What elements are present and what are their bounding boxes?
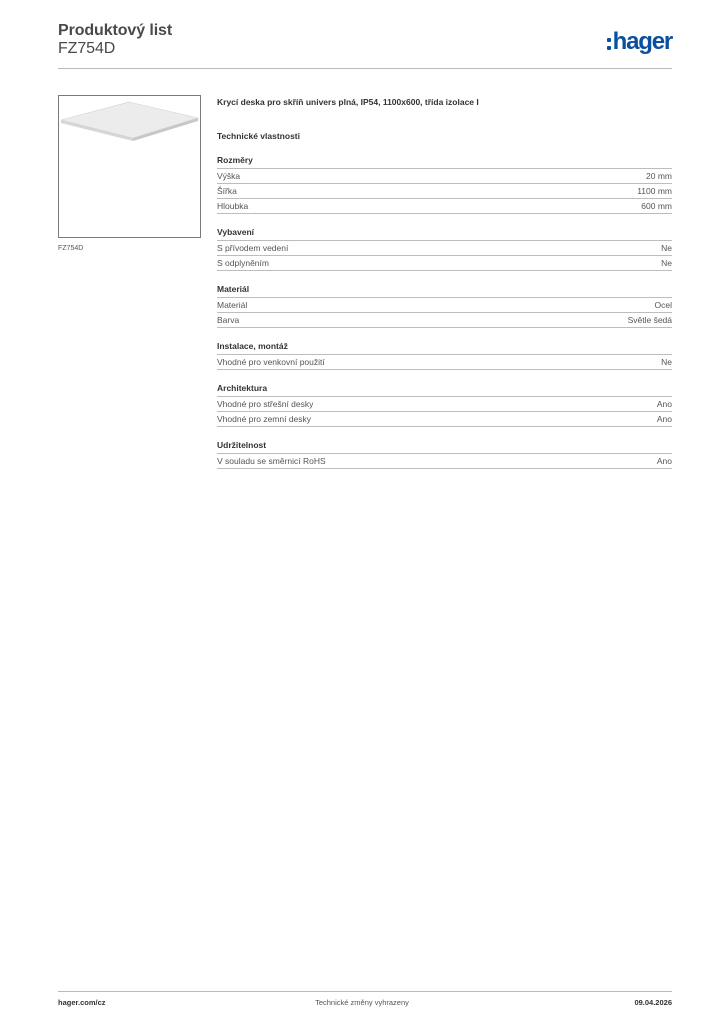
section-title: Architektura xyxy=(217,383,672,397)
row-label: Výška xyxy=(217,171,241,181)
section-sustainability xyxy=(217,440,672,469)
page-header xyxy=(58,20,672,70)
document-title: Produktový list xyxy=(58,22,173,39)
table-row xyxy=(217,256,672,271)
row-label: Šířka xyxy=(217,186,237,196)
table-row xyxy=(217,397,672,412)
row-value: Ne xyxy=(661,357,672,367)
row-label: S odplyněním xyxy=(217,258,269,268)
row-label: Vhodné pro venkovní použití xyxy=(217,357,325,367)
row-value: 1100 mm xyxy=(637,186,672,196)
footer-website-link[interactable]: hager.com/cz xyxy=(58,998,106,1007)
section-title: Materiál xyxy=(217,284,672,298)
row-value: Ocel xyxy=(654,300,672,310)
row-label: Vhodné pro střešní desky xyxy=(217,399,314,409)
table-row xyxy=(217,313,672,328)
logo-dot xyxy=(607,38,611,42)
product-image-frame xyxy=(58,95,201,238)
row-value: Světle šedá xyxy=(627,315,672,325)
section-material xyxy=(217,284,672,328)
table-row xyxy=(217,199,672,214)
row-label: V souladu se směrnicí RoHS xyxy=(217,456,326,466)
footer-divider xyxy=(58,991,672,992)
product-code-title: FZ754D xyxy=(58,40,116,57)
section-title: Vybavení xyxy=(217,227,672,241)
hager-logo xyxy=(607,24,672,60)
row-value: Ano xyxy=(656,456,672,466)
table-row xyxy=(217,169,672,184)
technical-properties-heading: Technické vlastnosti xyxy=(217,131,300,141)
row-label: Materiál xyxy=(217,300,248,310)
section-architecture xyxy=(217,383,672,427)
table-row xyxy=(217,298,672,313)
row-value: Ano xyxy=(656,399,672,409)
row-label: Barva xyxy=(217,315,240,325)
product-image xyxy=(59,96,200,237)
header-divider xyxy=(58,68,672,69)
logo-text: hager xyxy=(612,28,672,55)
row-label: Vhodné pro zemní desky xyxy=(217,414,312,424)
section-title: Instalace, montáž xyxy=(217,341,672,355)
footer-disclaimer: Technické změny vyhrazeny xyxy=(315,998,409,1007)
product-details xyxy=(217,96,672,469)
section-dimensions xyxy=(217,155,672,214)
image-caption: FZ754D xyxy=(58,245,84,252)
table-row xyxy=(217,454,672,469)
row-label: Hloubka xyxy=(217,201,249,211)
cover-plate-top xyxy=(61,102,198,138)
table-row xyxy=(217,184,672,199)
section-installation xyxy=(217,341,672,370)
product-description: Krycí deska pro skříň univers plná, IP54, 1100x600, třída izolace I xyxy=(217,97,479,107)
section-equipment xyxy=(217,227,672,271)
row-value: Ano xyxy=(656,414,672,424)
footer-date: 09.04.2026 xyxy=(634,998,672,1007)
row-value: Ne xyxy=(661,258,672,268)
row-value: 20 mm xyxy=(646,171,672,181)
table-row xyxy=(217,241,672,256)
table-row xyxy=(217,412,672,427)
table-row xyxy=(217,355,672,370)
row-label: S přívodem vedení xyxy=(217,243,289,253)
logo-dot xyxy=(607,46,611,50)
section-title: Udržitelnost xyxy=(217,440,672,454)
row-value: 600 mm xyxy=(641,201,672,211)
logo-dots-icon xyxy=(607,38,611,50)
row-value: Ne xyxy=(661,243,672,253)
section-title: Rozměry xyxy=(217,155,672,169)
